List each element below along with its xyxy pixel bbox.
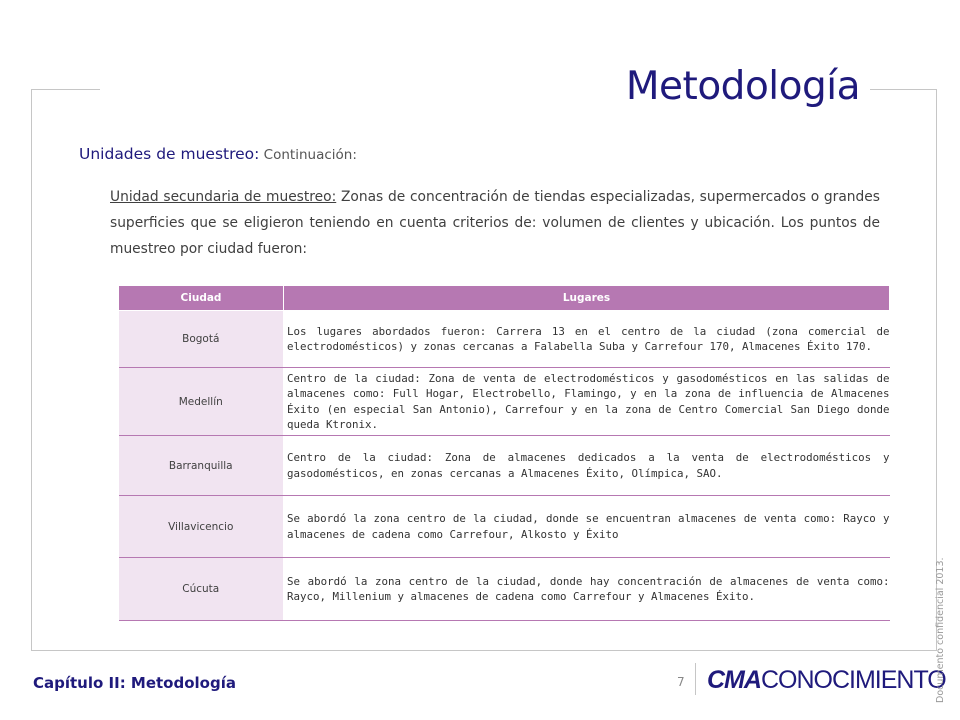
table-row — [119, 558, 890, 621]
sampling-places-table — [118, 285, 890, 621]
row-places: Centro de la ciudad: Zona de almacenes dedicados a la venta de electrodomésticos y gasodomésticos, en zonas cercanas a Almacenes Éxito, Olímpica, SAO. — [284, 436, 890, 496]
table-row — [119, 311, 890, 368]
table-row — [119, 368, 890, 436]
row-city: Bogotá — [119, 311, 284, 368]
header-lugares: Lugares — [284, 286, 890, 311]
confidential-notice: Documento confidencial 2013. — [935, 557, 946, 703]
logo-light-text: CONOCIMIENTO — [760, 666, 946, 694]
page-title: Metodología — [625, 64, 860, 109]
page-number: 7 — [677, 675, 685, 689]
table-row — [119, 436, 890, 496]
subtitle-rest: Continuación: — [259, 147, 357, 163]
intro-paragraph — [110, 184, 880, 262]
row-places: Los lugares abordados fueron: Carrera 13 en el centro de la ciudad (zona comercial de electrodomésticos) y zonas cercanas a Falabella Suba y Carrefour 170, Almacenes Éxito 170. — [284, 311, 890, 368]
footer-divider — [695, 663, 696, 695]
header-ciudad: Ciudad — [119, 286, 284, 311]
subtitle-bold: Unidades de muestreo: — [79, 145, 260, 163]
row-city: Barranquilla — [119, 436, 284, 496]
table-row — [119, 496, 890, 558]
row-places: Centro de la ciudad: Zona de venta de electrodomésticos y gasodomésticos en las salidas de almacenes como: Full Hogar, Electrobello, Flamingo, y en la zona de influencia de Almacenes Éxito (en especial San Antonio), Carrefour y en la zona de Centro Comercial San Diego donde queda Ktronix. — [284, 368, 890, 436]
intro-lead: Unidad secundaria de muestreo: — [110, 189, 337, 205]
row-places: Se abordó la zona centro de la ciudad, donde hay concentración de almacenes de venta como: Rayco, Millenium y almacenes de cadena como Carrefour y Almacenes Éxito. — [284, 558, 890, 621]
table-header-row — [119, 286, 890, 311]
section-subtitle — [79, 145, 357, 163]
row-places: Se abordó la zona centro de la ciudad, donde se encuentran almacenes de venta como: Rayco y almacenes de cadena como Carrefour, Alkosto y Éxito — [284, 496, 890, 558]
logo-bold-text: CMA — [707, 666, 761, 694]
row-city: Medellín — [119, 368, 284, 436]
intro-text: Zonas de concentración de tiendas especializadas, supermercados o grandes superficies que se eligieron teniendo en cuenta criterios de: volumen de clientes y ubicación. Los puntos de muestreo por ciudad fueron: — [110, 189, 880, 257]
footer-chapter: Capítulo II: Metodología — [33, 674, 236, 692]
cma-conocimiento-logo — [707, 666, 946, 695]
row-city: Villavicencio — [119, 496, 284, 558]
row-city: Cúcuta — [119, 558, 284, 621]
